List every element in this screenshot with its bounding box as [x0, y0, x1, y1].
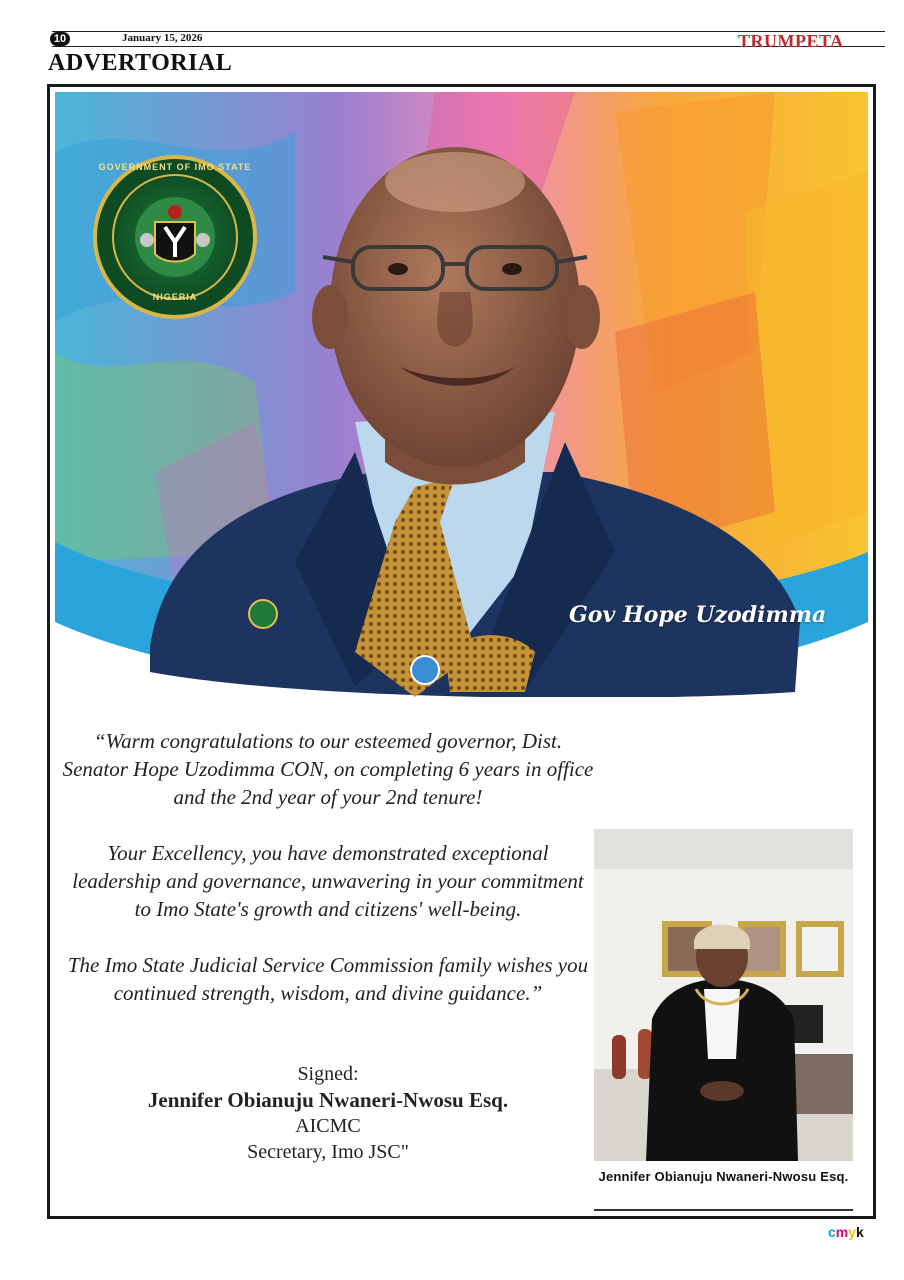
- cmyk-m: m: [835, 1224, 849, 1240]
- newspaper-brand: TRUMPETA: [738, 31, 844, 51]
- signatory-photo: [594, 829, 853, 1161]
- cmyk-y: y: [848, 1224, 857, 1240]
- signatory-name: Jennifer Obianuju Nwaneri-Nwosu Esq.: [147, 1088, 509, 1112]
- message-paragraph-2: Your Excellency, you have demonstrated exceptional leadership and governance, unwavering in your commitment to Imo State's growth and citizens' well-being.: [72, 841, 584, 921]
- message-paragraph-3: The Imo State Judicial Service Commission family wishes you continued strength, wisdom, and divine guidance.”: [67, 953, 589, 1005]
- signed-label: Signed:: [297, 1063, 359, 1085]
- message-paragraph-1: “Warm congratulations to our esteemed governor, Dist. Senator Hope Uzodimma CON, on completing 6 years in office and the 2nd year of your 2nd tenure!: [62, 729, 594, 809]
- cmyk-marks: [828, 1224, 864, 1240]
- page-number: 10: [50, 32, 70, 46]
- signature-block: [62, 1061, 594, 1165]
- advert-frame: [47, 84, 876, 1219]
- signatory-credential: AICMC: [295, 1115, 361, 1137]
- issue-date: January 15, 2026: [122, 32, 203, 44]
- photo-artwork: [594, 829, 853, 1161]
- seal-top-text: GOVERNMENT OF IMO STATE: [98, 162, 252, 172]
- photo-caption: Jennifer Obianuju Nwaneri-Nwosu Esq.: [598, 1169, 849, 1184]
- cmyk-k: k: [856, 1224, 864, 1240]
- hero-banner: [55, 92, 868, 697]
- signatory-role: Secretary, Imo JSC": [247, 1141, 409, 1163]
- seal-bottom-text: NIGERIA: [152, 292, 198, 302]
- cmyk-c: c: [828, 1224, 836, 1240]
- governor-signature: Gov Hope Uzodimma: [569, 602, 827, 628]
- congratulatory-message: [62, 727, 594, 1035]
- section-title: ADVERTORIAL: [48, 50, 233, 76]
- caption-rule: [594, 1209, 853, 1211]
